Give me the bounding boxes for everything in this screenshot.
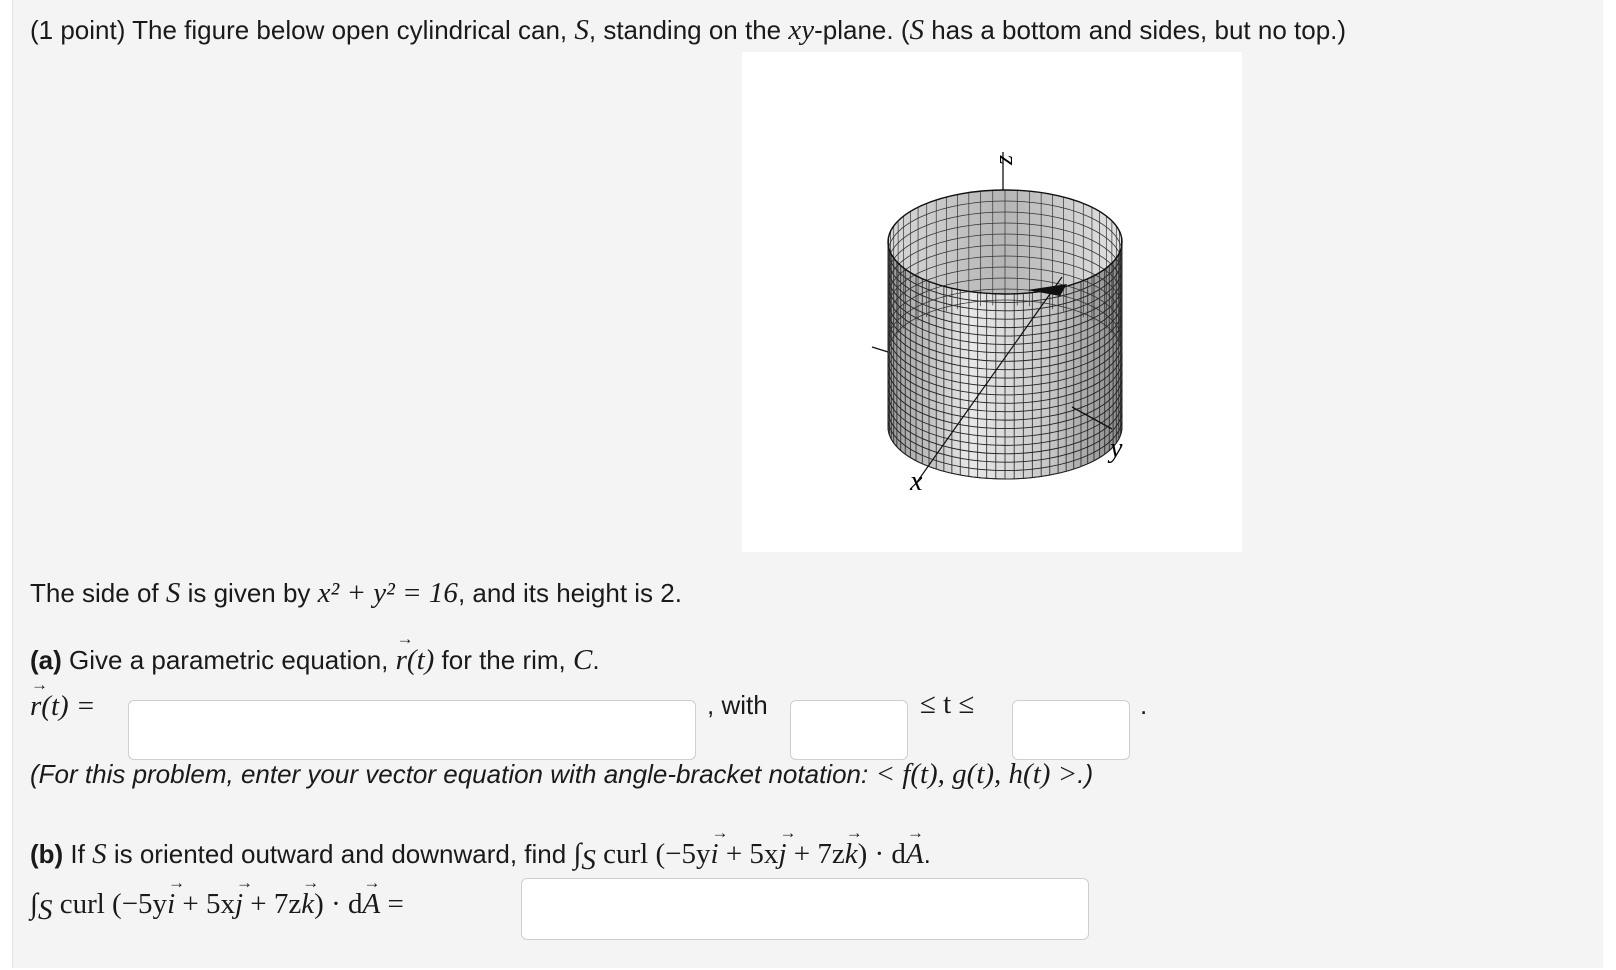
with-label: , with — [707, 690, 768, 720]
part-a-r-label: r →(t) = — [30, 690, 96, 723]
problem-intro: (1 point) The figure below open cylindrical can, S, standing on the xy-plane. (S has a bottom and sides, but no top.) — [30, 14, 1347, 46]
period-label: . — [1140, 690, 1148, 720]
t-min-input[interactable] — [790, 700, 908, 760]
x-axis-label: x — [910, 466, 923, 497]
cylinder-plot — [742, 52, 1242, 552]
angle-bracket-note: (For this problem, enter your vector equation with angle-bracket notation: < f(t), g(t), h(t) >.) — [30, 758, 1094, 790]
flux-integral-input[interactable] — [521, 878, 1089, 940]
r-of-t-input[interactable] — [128, 700, 696, 760]
part-a-prompt: (a) Give a parametric equation, r →(t) for the rim, C. — [30, 644, 600, 677]
cylinder-surface — [888, 190, 1122, 479]
y-axis-label: y — [1110, 433, 1123, 464]
given-statement: The side of S is given by x² + y² = 16, and its height is 2. — [30, 577, 682, 609]
t-max-input[interactable] — [1012, 700, 1130, 760]
t-bounds-label: ≤ t ≤ — [920, 688, 975, 720]
part-b-prompt: (b) If S is oriented outward and downward, find $\int_S$ curl (−5yi → + 5xj → + 7zk →) · dA →. — [30, 838, 931, 877]
part-b-lhs: $\int_S$ curl (−5yi → + 5xj → + 7zk →) · dA → = — [30, 888, 404, 927]
cylinder-figure — [742, 52, 1242, 552]
z-axis-label: z — [989, 154, 1018, 165]
